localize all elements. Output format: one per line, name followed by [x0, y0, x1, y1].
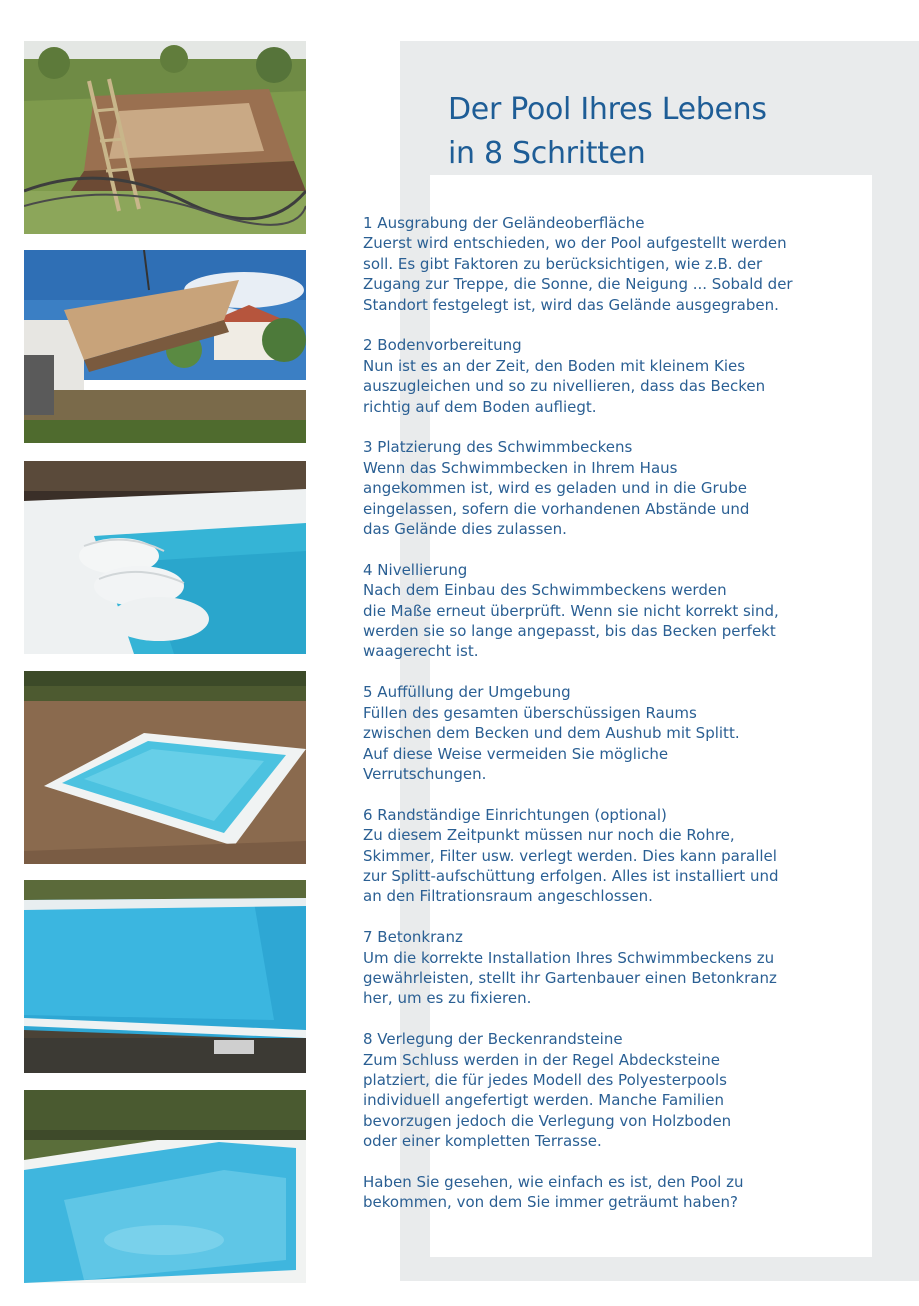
step-text-line: richtig auf dem Boden aufliegt. — [363, 397, 597, 416]
pool-concrete-photo — [24, 880, 306, 1073]
step-text-line: Füllen des gesamten überschüssigen Raums — [363, 703, 697, 722]
step-text-line: Nach dem Einbau des Schwimmbeckens werden — [363, 581, 727, 600]
closing-line: Haben Sie gesehen, wie einfach es ist, den Pool zu — [363, 1172, 744, 1191]
excavation-photo — [24, 41, 306, 234]
step-text-line: die Maße erneut überprüft. Wenn sie nicht korrekt sind, — [363, 601, 779, 620]
step-4 — [363, 560, 863, 662]
step-text-line: Um die korrekte Installation Ihres Schwimmbeckens zu — [363, 948, 775, 967]
step-text-line: individuell angefertigt werden. Manche Familien — [363, 1091, 724, 1110]
step-text-line: Zum Schluss werden in der Regel Abdecksteine — [363, 1050, 721, 1069]
step-text-line: auszugleichen und so zu nivellieren, dass das Becken — [363, 377, 766, 396]
step-heading: 8 Verlegung der Beckenrandsteine — [363, 1030, 623, 1049]
step-5 — [363, 682, 863, 784]
step-text-line: platziert, die für jedes Modell des Polyesterpools — [363, 1070, 727, 1089]
pool-steps-photo — [24, 461, 306, 654]
step-text-line: soll. Es gibt Faktoren zu berücksichtigen, wie z.B. der — [363, 254, 763, 273]
step-heading: 5 Auffüllung der Umgebung — [363, 683, 571, 702]
closing-line: bekommen, von dem Sie immer geträumt haben? — [363, 1193, 738, 1212]
step-heading: 6 Randständige Einrichtungen (optional) — [363, 805, 667, 824]
step-text-line: Zu diesem Zeitpunkt müssen nur noch die Rohre, — [363, 826, 735, 845]
title-line: in 8 Schritten — [448, 136, 646, 171]
step-3 — [363, 437, 863, 539]
crane-lifting-pool-photo — [24, 250, 306, 443]
step-text-line: gewährleisten, stellt ihr Gartenbauer einen Betonkranz — [363, 968, 777, 987]
step-text-line: Standort festgelegt ist, wird das Gelände ausgegraben. — [363, 295, 779, 314]
step-text-line: angekommen ist, wird es geladen und in die Grube — [363, 479, 747, 498]
step-2 — [363, 335, 863, 417]
closing-text — [363, 1172, 863, 1213]
pool-on-gravel-photo — [24, 671, 306, 864]
step-text-line: Nun ist es an der Zeit, den Boden mit kleinem Kies — [363, 356, 746, 375]
step-heading: 2 Bodenvorbereitung — [363, 336, 522, 355]
step-heading: 1 Ausgrabung der Geländeoberfläche — [363, 214, 645, 232]
step-text-line: Zuerst wird entschieden, wo der Pool aufgestellt werden — [363, 234, 787, 253]
title-line: Der Pool Ihres Lebens — [448, 92, 767, 127]
step-7 — [363, 927, 863, 1009]
step-1 — [363, 213, 863, 315]
step-text-line: waagerecht ist. — [363, 642, 479, 661]
finished-pool-photo — [24, 1090, 306, 1283]
step-text-line: das Gelände dies zulassen. — [363, 520, 567, 539]
page-title — [448, 88, 767, 176]
step-text-line: werden sie so lange angepasst, bis das Becken perfekt — [363, 622, 776, 641]
step-heading: 7 Betonkranz — [363, 928, 463, 947]
step-text-line: oder einer kompletten Terrasse. — [363, 1132, 602, 1151]
step-text-line: Zugang zur Treppe, die Sonne, die Neigung ... Sobald der — [363, 275, 793, 294]
step-text-line: Skimmer, Filter usw. verlegt werden. Dies kann parallel — [363, 846, 777, 865]
step-heading: 4 Nivellierung — [363, 560, 468, 579]
step-heading: 3 Platzierung des Schwimmbeckens — [363, 438, 633, 457]
steps-list — [363, 213, 863, 1213]
step-text-line: eingelassen, sofern die vorhandenen Abstände und — [363, 499, 750, 518]
step-text-line: Verrutschungen. — [363, 764, 487, 783]
step-text-line: Wenn das Schwimmbecken in Ihrem Haus — [363, 458, 678, 477]
step-text-line: Auf diese Weise vermeiden Sie mögliche — [363, 744, 669, 763]
step-text-line: bevorzugen jedoch die Verlegung von Holzboden — [363, 1111, 732, 1130]
step-text-line: zwischen dem Becken und dem Aushub mit Splitt. — [363, 724, 740, 743]
step-text-line: zur Splitt-aufschüttung erfolgen. Alles ist installiert und — [363, 866, 779, 885]
step-text-line: an den Filtrationsraum angeschlossen. — [363, 887, 653, 906]
step-6 — [363, 805, 863, 907]
step-text-line: her, um es zu fixieren. — [363, 989, 532, 1008]
step-8 — [363, 1029, 863, 1151]
